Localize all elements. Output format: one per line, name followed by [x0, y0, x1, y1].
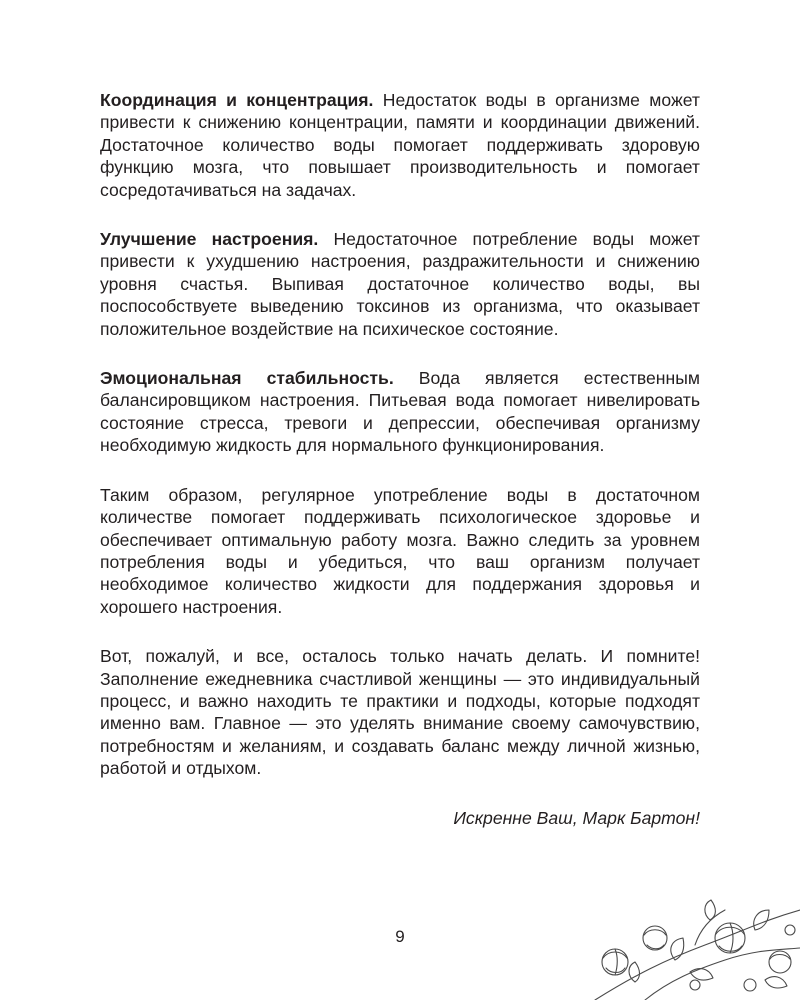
signature: Искренне Ваш, Марк Бартон!: [453, 807, 700, 828]
paragraph-emotional-stability: [100, 367, 700, 457]
paragraph-coordination: [100, 89, 700, 201]
paragraph-text: Вот, пожалуй, и все, осталось только начать делать. И помните! Заполнение ежедневника счастливой женщины — это индивидуальный процесс, и важно находить те практики и подходы, которые подходят именно вам. Главное — это уделять внимание своему самочувствию, потребностям и желаниям, и создавать баланс между личной жизнью, работой и отдыхом.: [100, 646, 700, 779]
floral-ornament-icon: [575, 890, 800, 1000]
paragraph-heading: Эмоциональная стабильность.: [100, 368, 394, 389]
page-number: 9: [395, 927, 405, 946]
paragraph-heading: Координация и концентрация.: [100, 90, 374, 110]
paragraph-text: Недостаток воды в организме может привести к снижению концентрации, памяти и координации движений. Достаточное количество воды помогает поддерживать здоровую функцию мозга, что повышает производительность и помогает сосредотачиваться на задачах.: [100, 90, 700, 200]
paragraph-mood: [100, 228, 700, 340]
paragraph-closing: [100, 645, 700, 779]
paragraph-conclusion: [100, 484, 700, 618]
body-text: [100, 89, 700, 829]
paragraph-text: Таким образом, регулярное употребление воды в достаточном количестве помогает поддерживать психологическое здоровье и обеспечивает оптимальную работу мозга. Важно следить за уровнем потребления воды и убедиться, что ваш организм получает необходимое количество жидкости для поддержания здоровья и хорошего настроения.: [100, 484, 700, 617]
paragraph-text: Недостаточное потребление воды может привести к ухудшению настроения, раздражительности и снижению уровня счастья. Выпивая достаточное количество воды, вы поспособствуете выведению токсинов из организма, что оказывает положительное воздействие на психическое состояние.: [100, 229, 700, 339]
paragraph-text: Вода является естественным балансировщиком настроения. Питьевая вода помогает нивелировать состояние стресса, тревоги и депрессии, обеспечивая организму необходимую жидкость для нормального функционирования.: [100, 368, 700, 456]
paragraph-heading: Улучшение настроения.: [100, 229, 319, 250]
